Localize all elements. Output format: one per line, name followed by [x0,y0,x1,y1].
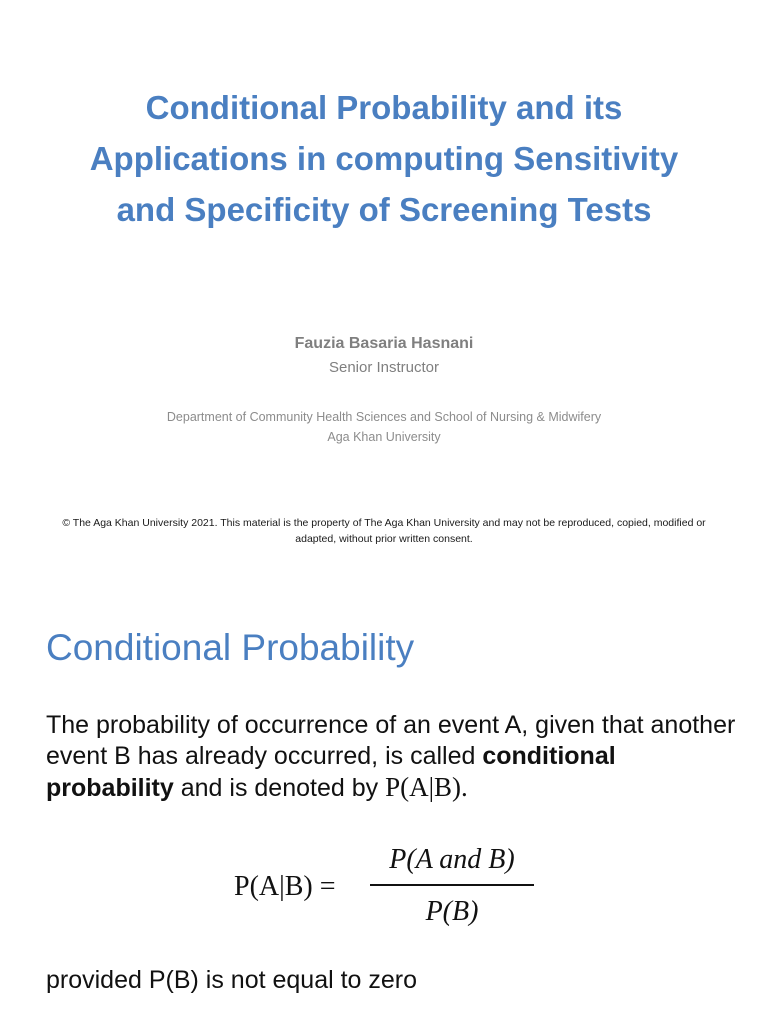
university-line: Aga Khan University [327,430,441,444]
content-slide [0,580,768,1024]
fraction-bar [370,884,534,886]
formula-numerator: P(A and B) [389,844,515,875]
definition-paragraph [46,710,746,804]
footer-condition: provided P(B) is not equal to zero [46,966,418,994]
slide-heading: Conditional Probability [46,627,415,668]
author-role: Senior Instructor [328,359,440,376]
department-line: Department of Community Health Sciences and School of Nursing & Midwifery [166,410,602,424]
conditional-probability-formula [234,842,564,932]
notation: P(A|B). [385,772,468,802]
formula-lhs: P(A|B) = [234,871,336,902]
formula-denominator: P(B) [425,895,479,927]
definition-text-cont: and is denoted by [173,774,386,802]
copyright-notice: © The Aga Khan University 2021. This material is the property of The Aga Khan University and may not be reproduced, copied, modified or adapted, without prior written consent. [62,517,706,545]
author-name: Fauzia Basaria Hasnani [294,335,474,352]
definition-term: conditional probability [46,742,616,802]
slide-title: Conditional Probability and its Applications in computing Sensitivity and Specificity of Screening Tests [89,89,679,228]
formula-fraction [370,842,534,930]
department-info [0,407,768,447]
definition-text: The probability of occurrence of an event A, given that another event B has already occurred, is called [46,711,736,770]
